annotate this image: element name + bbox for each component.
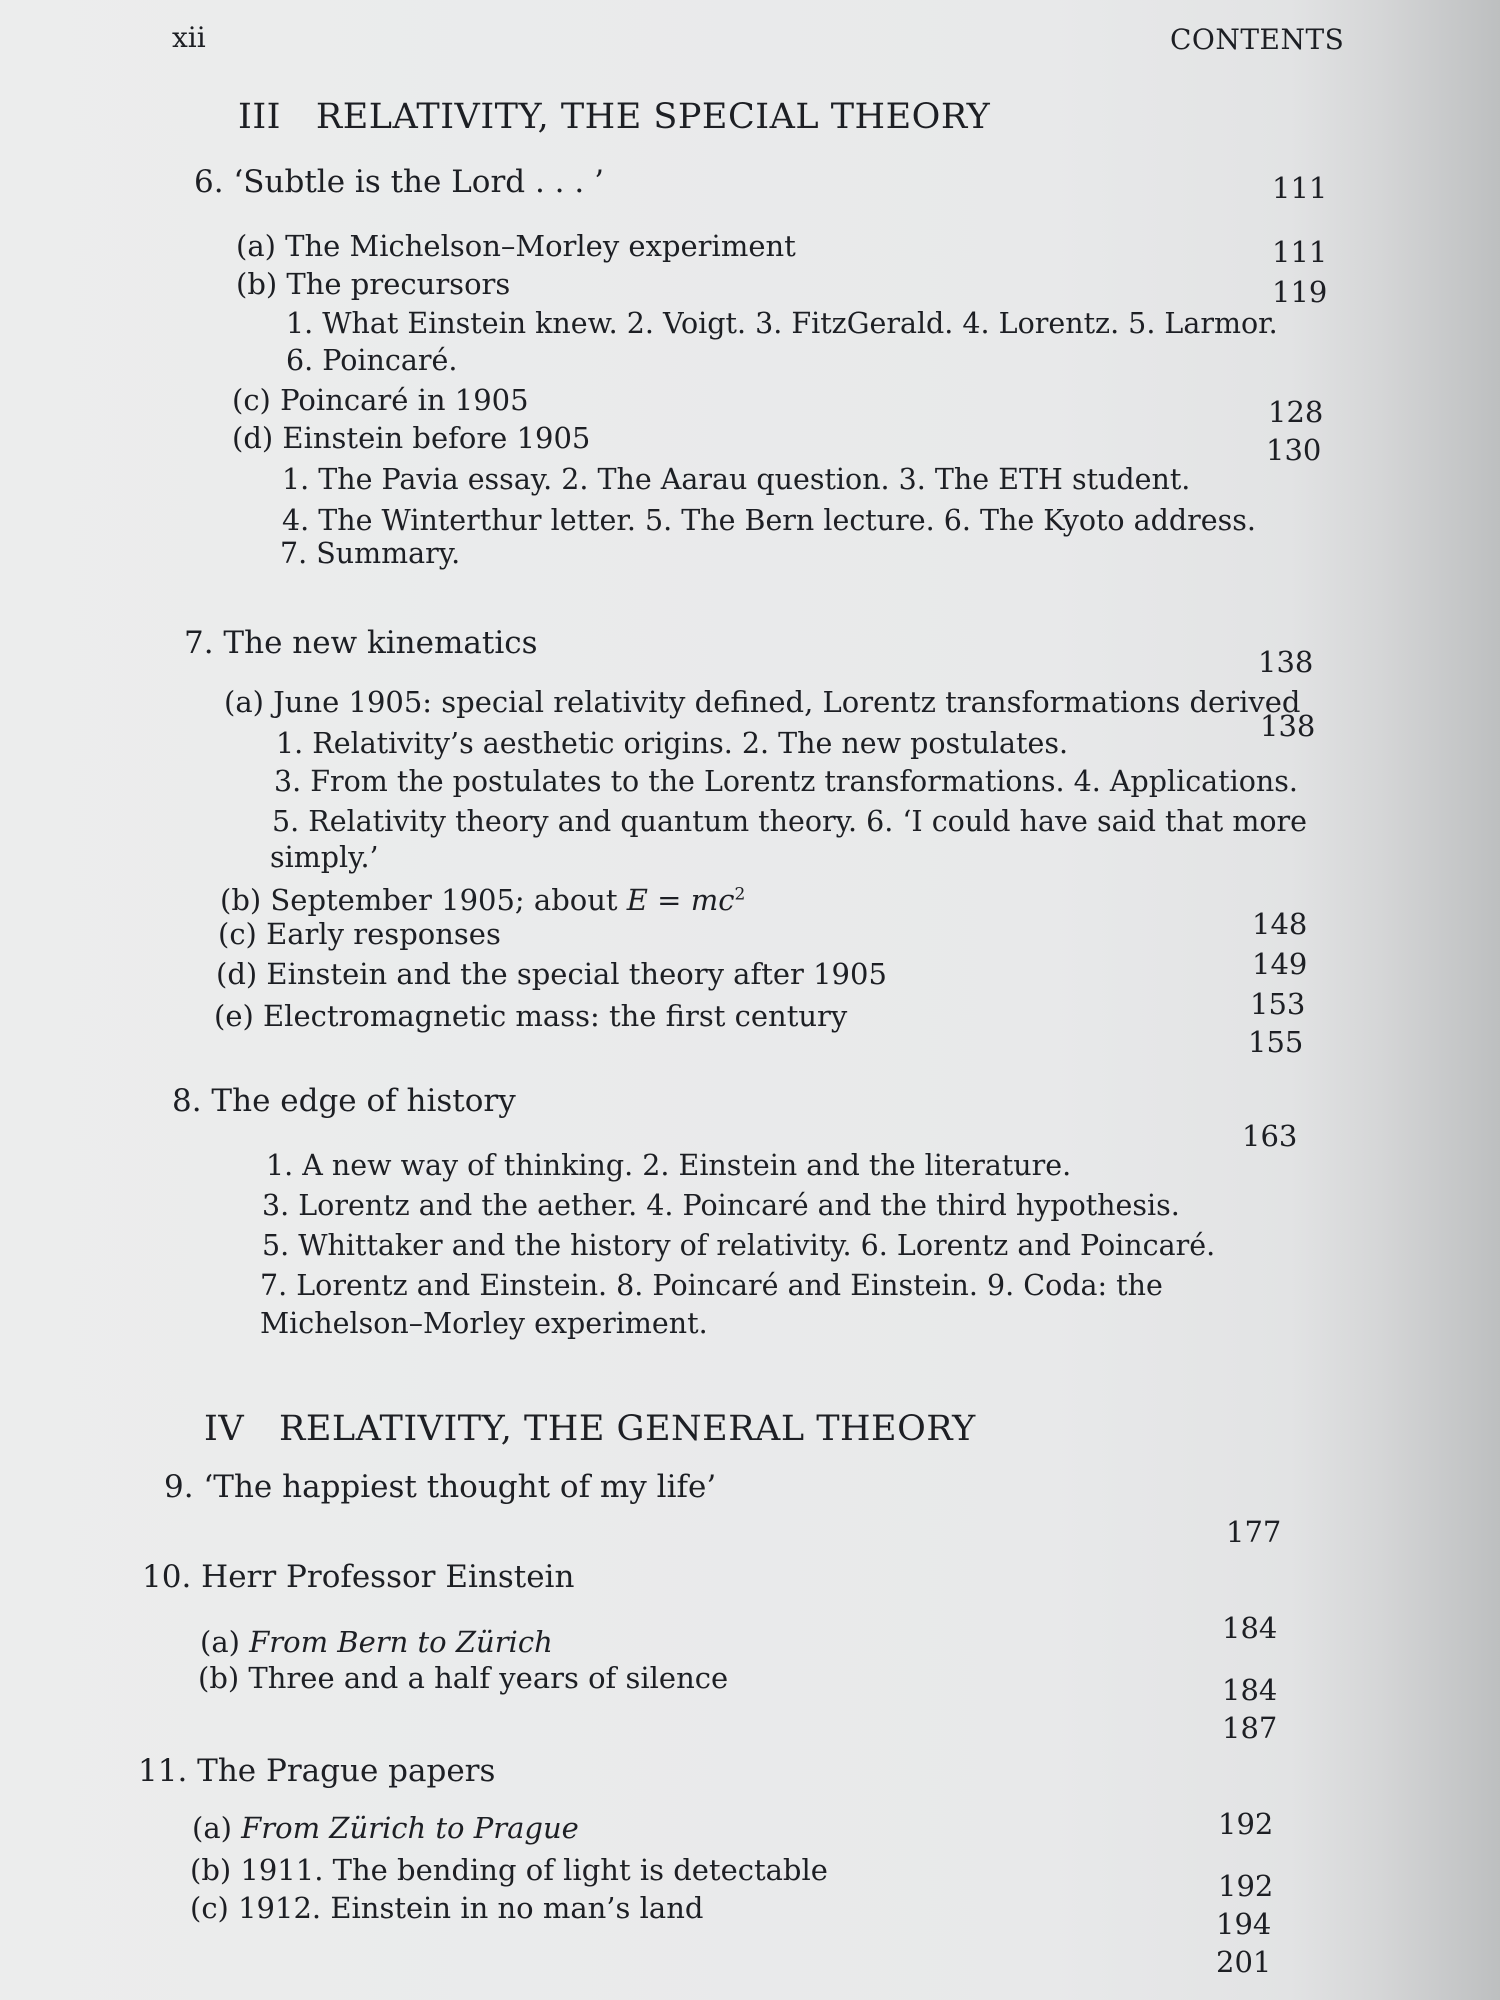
page-ref: 128 [1268, 395, 1324, 429]
subsection-list: 3. Lorentz and the aether. 4. Poincaré and the third hypothesis. [262, 1189, 1180, 1222]
section-title: (c) Poincaré in 1905 [232, 383, 529, 417]
part-numeral: IV [204, 1409, 245, 1449]
subsection-list: 1. Relativity’s aesthetic origins. 2. The new postulates. [276, 727, 1069, 760]
page-ref: 138 [1258, 645, 1314, 679]
page-ref: 111 [1272, 235, 1328, 269]
page-ref: 184 [1222, 1673, 1278, 1707]
page-ref: 138 [1260, 709, 1316, 743]
section-label-italic: From Zürich to Prague [241, 1811, 579, 1845]
formula-exponent: 2 [734, 884, 746, 905]
page-ref: 111 [1272, 171, 1328, 205]
page-ref: 163 [1242, 1119, 1298, 1153]
section-title: (b) The precursors [236, 267, 511, 301]
page-ref: 155 [1248, 1025, 1304, 1059]
page-number: xii [172, 21, 206, 54]
section-title: (d) Einstein and the special theory after 1905 [216, 957, 887, 991]
chapter-title: 6. ‘Subtle is the Lord . . . ’ [194, 164, 604, 200]
page-ref: 194 [1216, 1907, 1272, 1941]
page-ref: 130 [1266, 433, 1322, 467]
subsection-list: Michelson–Morley experiment. [260, 1307, 708, 1340]
page-ref: 148 [1252, 907, 1308, 941]
page-ref: 177 [1226, 1515, 1282, 1549]
section-title: (a) June 1905: special relativity defined, Lorentz transformations derived [224, 685, 1301, 719]
section-title: (d) Einstein before 1905 [232, 421, 591, 455]
page-ref: 192 [1218, 1807, 1274, 1841]
running-title: CONTENTS [1170, 23, 1345, 56]
part-title: RELATIVITY, THE SPECIAL THEORY [315, 97, 991, 137]
part-title: RELATIVITY, THE GENERAL THEORY [279, 1409, 976, 1449]
chapter-title: 9. ‘The happiest thought of my life’ [164, 1469, 717, 1505]
section-title: (e) Electromagnetic mass: the first century [214, 999, 848, 1033]
section-title: (a) The Michelson–Morley experiment [236, 229, 796, 263]
section-title [220, 883, 746, 917]
section-title: (c) 1912. Einstein in no man’s land [190, 1891, 704, 1925]
section-label: (a) [200, 1625, 250, 1659]
formula-e: E [626, 883, 648, 917]
page-ref: 153 [1250, 987, 1306, 1021]
section-title [192, 1811, 579, 1845]
subsection-list: 1. The Pavia essay. 2. The Aarau question. 3. The ETH student. [282, 463, 1191, 496]
subsection-list: 1. What Einstein knew. 2. Voigt. 3. FitzGerald. 4. Lorentz. 5. Larmor. [286, 307, 1278, 340]
subsection-list: 7. Summary. [280, 537, 461, 570]
formula-equals: = [647, 883, 691, 917]
section-title [200, 1625, 553, 1659]
section-title: (b) 1911. The bending of light is detectable [190, 1853, 828, 1887]
chapter-title: 10. Herr Professor Einstein [142, 1559, 575, 1595]
subsection-list: 6. Poincaré. [286, 344, 458, 377]
section-label: (a) [192, 1811, 242, 1845]
formula-mc: mc [690, 883, 735, 917]
chapter-title: 7. The new kinematics [184, 625, 538, 661]
page-ref: 187 [1222, 1711, 1278, 1745]
section-title: (c) Early responses [218, 917, 501, 951]
section-label-italic: From Bern to Zürich [249, 1625, 553, 1659]
subsection-list: 4. The Winterthur letter. 5. The Bern lecture. 6. The Kyoto address. [282, 504, 1256, 537]
chapter-title: 8. The edge of history [172, 1083, 516, 1119]
page-ref: 201 [1216, 1945, 1272, 1979]
page-ref: 119 [1272, 275, 1328, 309]
part-numeral: III [238, 97, 281, 137]
page-ref: 184 [1222, 1611, 1278, 1645]
chapter-title: 11. The Prague papers [138, 1753, 496, 1789]
section-title: (b) Three and a half years of silence [198, 1661, 729, 1695]
subsection-list: 5. Whittaker and the history of relativity. 6. Lorentz and Poincaré. [262, 1229, 1216, 1262]
subsection-list: 1. A new way of thinking. 2. Einstein and the literature. [266, 1149, 1072, 1182]
subsection-list: 5. Relativity theory and quantum theory. 6. ‘I could have said that more [272, 805, 1307, 838]
subsection-list: 3. From the postulates to the Lorentz transformations. 4. Applications. [274, 765, 1298, 798]
page-ref: 149 [1252, 947, 1308, 981]
page-ref: 192 [1218, 1869, 1274, 1903]
part-heading [238, 97, 991, 137]
section-label: (b) September 1905; about [220, 883, 627, 917]
subsection-list: 7. Lorentz and Einstein. 8. Poincaré and Einstein. 9. Coda: the [260, 1269, 1163, 1302]
part-heading [204, 1409, 976, 1449]
subsection-list: simply.’ [270, 841, 379, 874]
